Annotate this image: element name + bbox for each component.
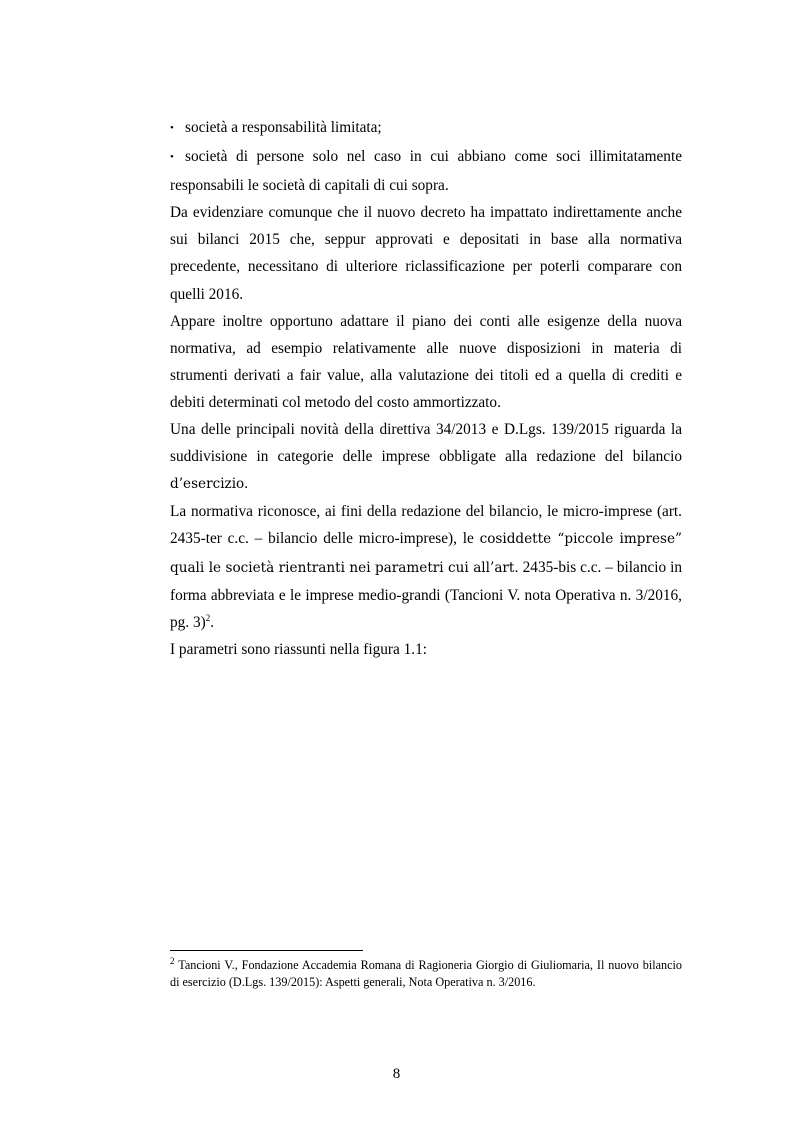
page-number: 8 [392, 1066, 401, 1082]
paragraph-text: . [210, 613, 215, 631]
paragraph-text: d’esercizio. [170, 476, 249, 493]
footnote-reference[interactable]: 2 [205, 612, 211, 623]
paragraph-text: cosiddette “piccole imprese” quali le società rientranti nei parametri cui all’art. [170, 531, 683, 576]
paragraph-text: 2435-bis c.c. – bilancio in forma abbreviata e le imprese medio-grandi (Tancioni V. nota Operativa n. 3/2016, pg. 3) [170, 558, 682, 631]
bullet-item [170, 114, 682, 143]
body-text [170, 114, 682, 663]
bullet-item [170, 143, 682, 199]
footnote-divider [170, 950, 363, 951]
footnote-number: 2 [170, 955, 175, 966]
footnote-text: Tancioni V., Fondazione Accademia Romana di Ragioneria Giorgio di Giuliomaria, Il nuovo bilancio di esercizio (D.Lgs. 139/2015): Aspetti generali, Nota Operativa n. 3/2016. [170, 958, 682, 989]
paragraph [170, 416, 682, 498]
paragraph: Appare inoltre opportuno adattare il piano dei conti alle esigenze della nuova normativa, ad esempio relativamente alle nuove disposizioni in materia di strumenti derivati a fair value, alla valutazione dei titoli ed a quella di crediti e debiti determinati col metodo del costo ammortizzato. [170, 312, 682, 411]
bullet-text: società a responsabilità limitata; [185, 119, 382, 136]
bullet-text: società di persone solo nel caso in cui abbiano come soci illimitatamente responsabili le società di capitali di cui sopra. [170, 148, 682, 195]
paragraph-text: La normativa riconosce, ai fini della redazione del bilancio, le micro-imprese (art. 2435-ter c.c. – bilancio delle micro-imprese), le [170, 503, 682, 548]
paragraph: Da evidenziare comunque che il nuovo decreto ha impattato indirettamente anche sui bilanci 2015 che, seppur approvati e depositati in base alla normativa precedente, necessitano di ulteriore riclassificazione per poterli comparare con quelli 2016. [170, 204, 682, 303]
paragraph-text: Una delle principali novità della direttiva 34/2013 e D.Lgs. 139/2015 riguarda la suddivisione in categorie delle imprese obbligate alla redazione del bilancio [170, 421, 682, 466]
paragraph [170, 498, 682, 635]
paragraph: I parametri sono riassunti nella figura 1.1: [170, 640, 427, 658]
footnote [170, 957, 682, 991]
bullet-icon: • [170, 151, 174, 164]
bullet-icon: • [170, 122, 174, 134]
